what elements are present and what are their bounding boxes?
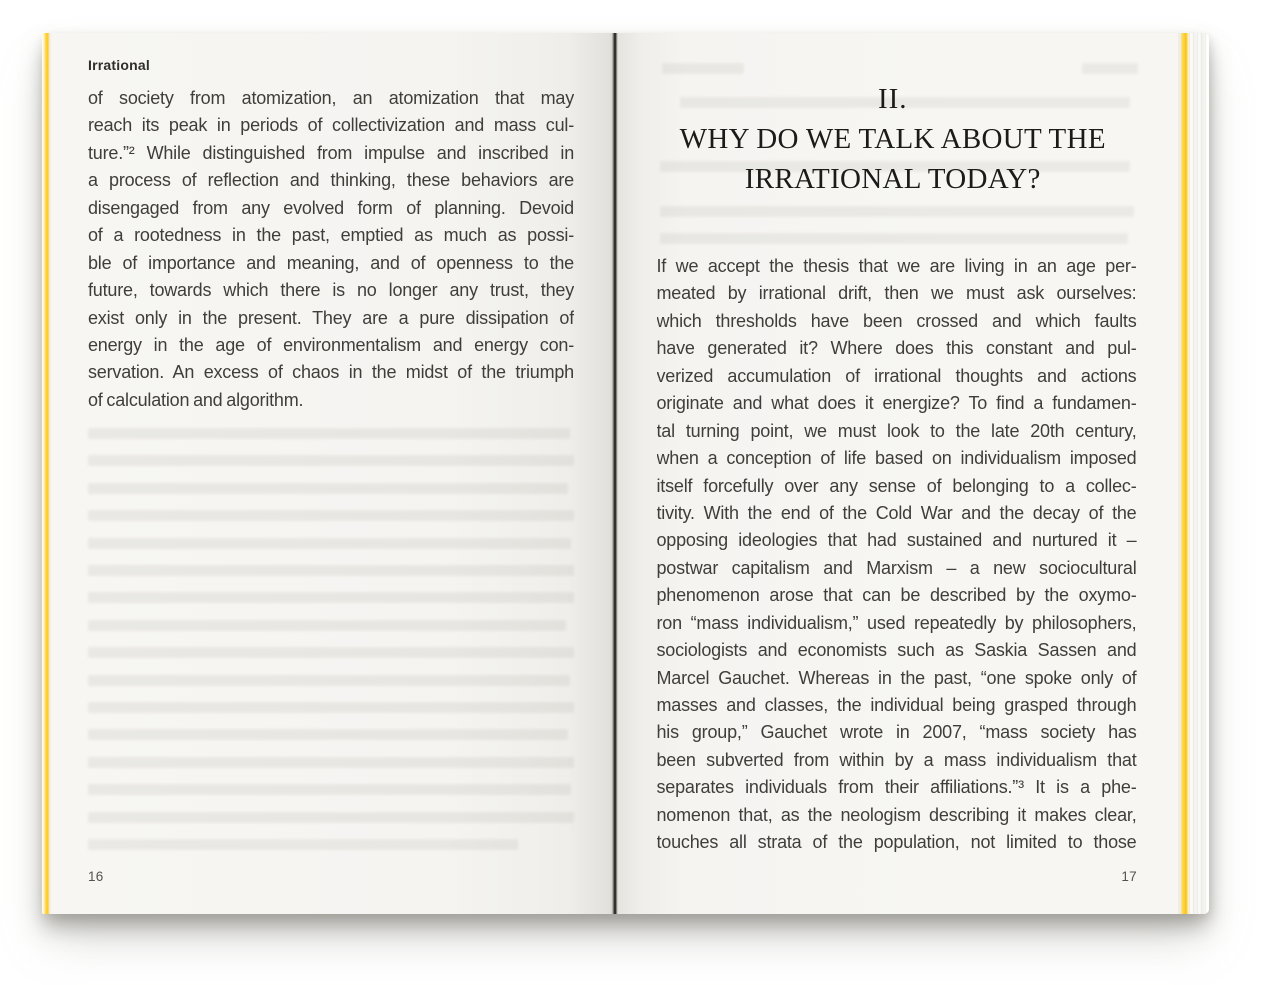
text-line: tivity. With the end of the Cold War and the decay of the <box>656 502 1137 523</box>
text-line: disengaged from any evolved form of planning. Devoid <box>88 197 574 218</box>
bleedthrough-line <box>660 206 1134 217</box>
text-line: itself forcefully over any sense of belonging to a collec- <box>656 475 1137 496</box>
text-line: postwar capitalism and Marxism – a new sociocultural <box>656 557 1137 578</box>
text-line: masses and classes, the individual being grasped through <box>656 695 1137 715</box>
text-line: reach its peak in periods of collectivization and mass cul- <box>88 115 574 136</box>
chapter-title-line2: IRRATIONAL TODAY? <box>744 163 1041 195</box>
text-line: a process of reflection and thinking, these behaviors are <box>88 170 574 191</box>
bleedthrough-line <box>88 483 568 494</box>
text-line: ron “mass individualism,” used repeatedly by philosophers, <box>656 612 1137 633</box>
bleedthrough-line <box>88 620 566 631</box>
text-line: Marcel Gauchet. Whereas in the past, “one spoke only of <box>656 667 1137 688</box>
page-right <box>618 33 1179 914</box>
text-line: energy in the age of environmentalism and energy con- <box>88 334 574 355</box>
text-line: of society from atomization, an atomization that may <box>88 88 574 108</box>
bleedthrough-line <box>662 63 744 74</box>
text-line: ture.”² While distinguished from impulse and inscribed in <box>88 142 574 163</box>
text-line: of calculation and algorithm. <box>88 389 304 410</box>
text-line: nomenon that, as the neologism describing it makes clear, <box>656 804 1137 825</box>
open-book <box>42 33 1209 914</box>
text-line: opposing ideologies that had sustained and nurtured it – <box>656 530 1137 551</box>
bleedthrough-line <box>1082 63 1138 74</box>
bleedthrough-line <box>88 702 574 713</box>
text-line: ble of importance and meaning, and of openness to the <box>88 252 574 273</box>
text-line: verized accumulation of irrational thoughts and actions <box>656 365 1137 386</box>
page-number-right: 17 <box>1121 869 1137 884</box>
text-line: have generated it? Where does this constant and pul- <box>656 338 1137 359</box>
bleedthrough-line <box>88 455 574 466</box>
text-line: If we accept the thesis that we are living in an age per- <box>656 256 1137 276</box>
chapter-heading <box>618 79 1169 199</box>
text-line: meated by irrational drift, then we must ask ourselves: <box>656 283 1137 304</box>
text-line: tal turning point, we must look to the late 20th century, <box>656 420 1137 441</box>
bleedthrough-line <box>660 233 1128 244</box>
text-line: which thresholds have been crossed and which faults <box>656 310 1137 331</box>
text-line: been subverted from within by a mass individualism that <box>656 749 1137 770</box>
page-number-left: 16 <box>88 869 104 884</box>
text-line: future, towards which there is no longer any trust, they <box>88 280 574 301</box>
left-page-paragraph <box>88 85 574 414</box>
text-line: his group,” Gauchet wrote in 2007, “mass society has <box>656 722 1137 743</box>
text-line: of a rootedness in the past, emptied as much as possi- <box>88 225 574 246</box>
book-left-yellow-edge <box>42 33 51 914</box>
chapter-title-line1: WHY DO WE TALK ABOUT THE <box>679 123 1106 155</box>
text-line: exist only in the present. They are a pure dissipation of <box>88 307 574 328</box>
bleedthrough-line <box>88 592 574 603</box>
bleedthrough-line <box>88 839 518 850</box>
bleedthrough-line <box>88 757 574 768</box>
bleedthrough-line <box>88 647 574 658</box>
bleedthrough-line <box>88 510 574 521</box>
page-left <box>51 33 612 914</box>
right-page-paragraph <box>657 253 1137 857</box>
bleedthrough-line <box>88 565 574 576</box>
bleedthrough-line <box>88 675 570 686</box>
bleedthrough-line <box>88 729 568 740</box>
bleedthrough-line <box>88 428 570 439</box>
running-header: Irrational <box>88 57 150 73</box>
text-line: sociologists and economists such as Saskia Sassen and <box>656 640 1137 661</box>
book-fore-edge-pages <box>1178 33 1209 914</box>
text-line: originate and what does it energize? To find a fundamen- <box>656 393 1137 414</box>
bleedthrough-line <box>88 784 571 795</box>
text-line: touches all strata of the population, not limited to those <box>656 832 1137 853</box>
text-line: servation. An excess of chaos in the midst of the triumph <box>88 362 574 383</box>
text-line: when a conception of life based on individualism imposed <box>656 448 1137 469</box>
bleedthrough-line <box>88 538 571 549</box>
text-line: phenomenon arose that can be described by the oxymo- <box>656 585 1137 606</box>
bleedthrough-line <box>88 812 574 823</box>
text-line: separates individuals from their affiliations.”³ It is a phe- <box>656 777 1137 798</box>
chapter-number: II. <box>877 83 908 115</box>
